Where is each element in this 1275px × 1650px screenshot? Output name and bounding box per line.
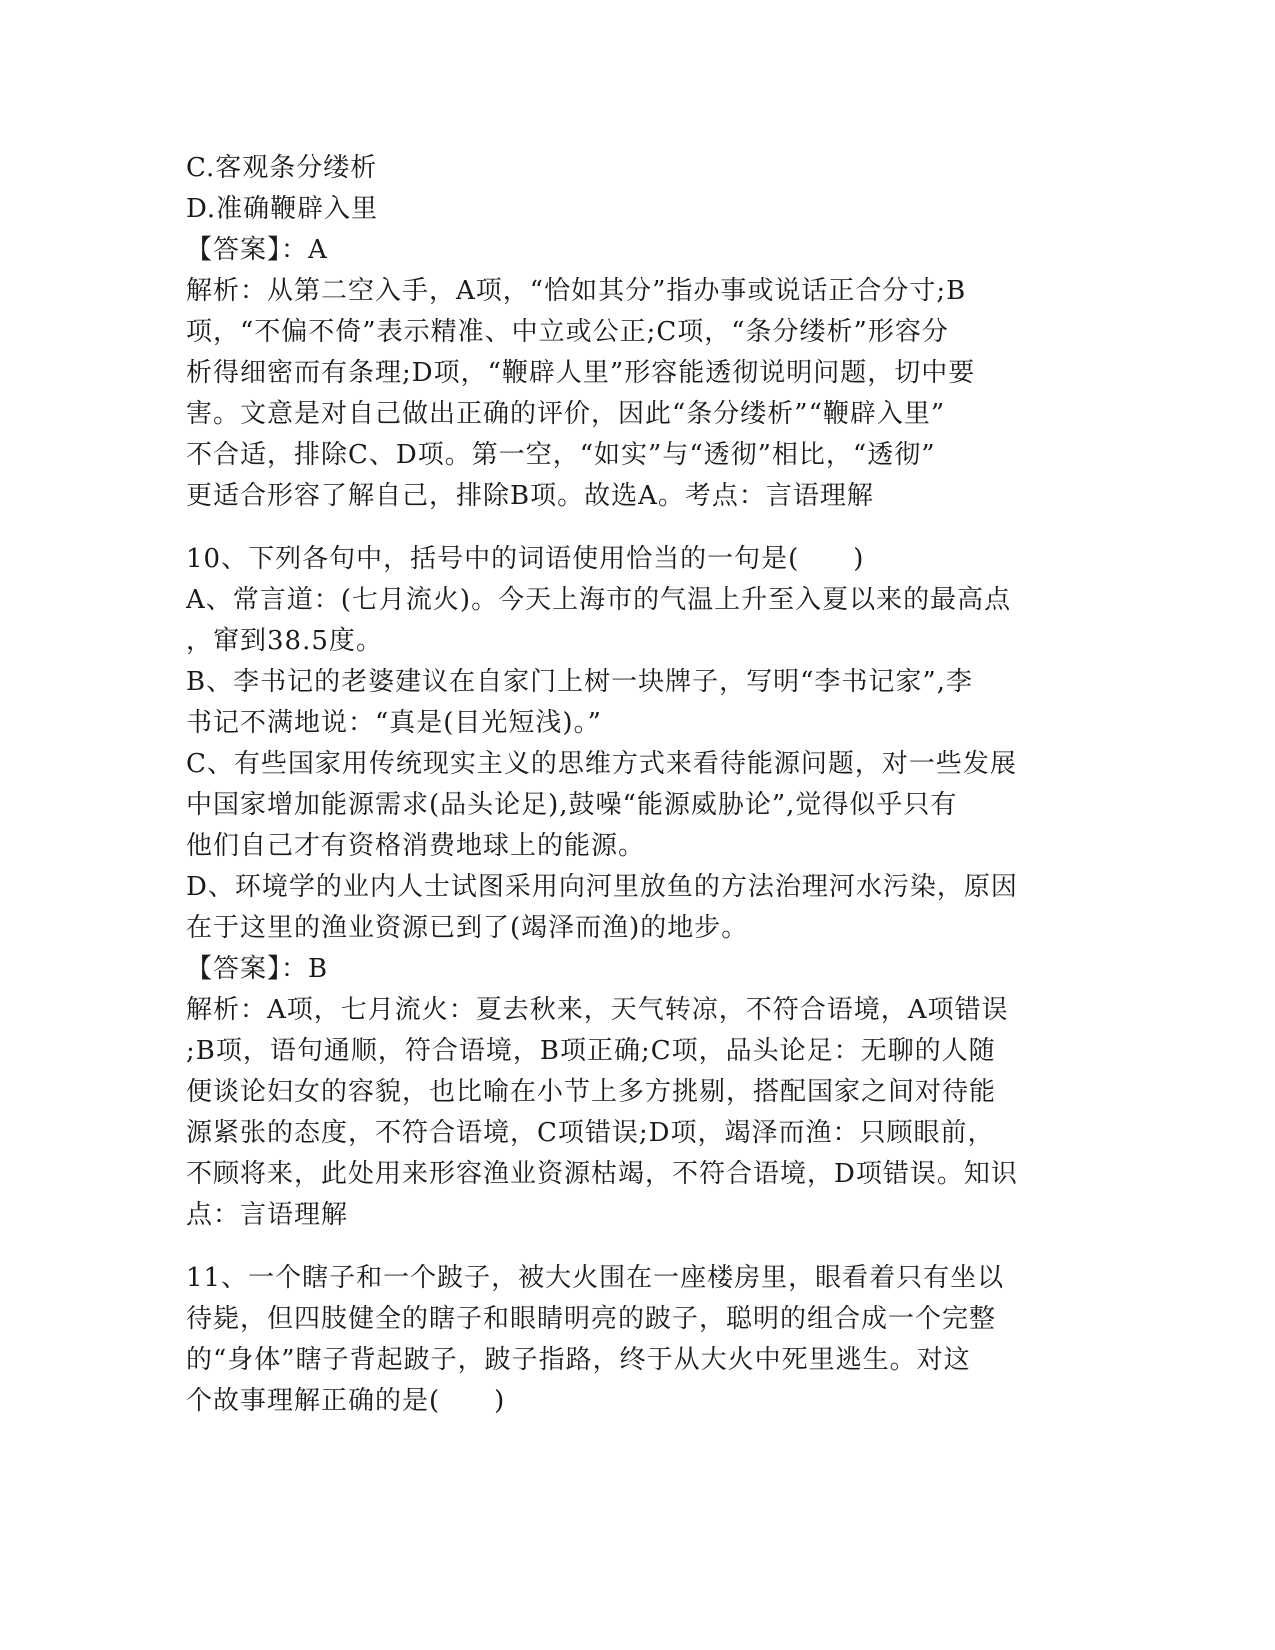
answer-line: 【答案】：B xyxy=(186,954,329,984)
analysis-line: 不合适，排除C、D项。第一空，“如实”与“透彻”相比，“透彻” xyxy=(186,440,936,470)
analysis-line: 项，“不偏不倚”表示精准、中立或公正;C项，“条分缕析”形容分 xyxy=(186,317,949,347)
analysis-line: 源紧张的态度，不符合语境，C项错误;D项，竭泽而渔：只顾眼前， xyxy=(186,1118,995,1148)
analysis-line: 析得细密而有条理;D项，“鞭辟人里”形容能透彻说明问题，切中要 xyxy=(186,358,976,388)
option-line: 中国家增加能源需求(品头论足),鼓噪“能源威胁论”,觉得似乎只有 xyxy=(186,790,958,820)
question-stem-line: 个故事理解正确的是( ) xyxy=(186,1386,506,1416)
option-c xyxy=(186,744,1086,867)
option-line: A、常言道：(七月流火)。今天上海市的气温上升至入夏以来的最高点 xyxy=(186,585,1012,615)
question-stem-line: 的“身体”瞎子背起跛子，跛子指路，终于从大火中死里逃生。对这 xyxy=(186,1345,971,1375)
option-line: D、环境学的业内人士试图采用向河里放鱼的方法治理河水污染，原因 xyxy=(186,872,1018,902)
analysis-line: 解析：从第二空入手，A项，“恰如其分”指办事或说话正合分寸;B xyxy=(186,276,967,306)
option-line: ，窜到38.5度。 xyxy=(186,626,383,656)
option-line: 在于这里的渔业资源已到了(竭泽而渔)的地步。 xyxy=(186,913,749,943)
question-stem-line: 待毙，但四肢健全的瞎子和眼睛明亮的跛子，聪明的组合成一个完整 xyxy=(186,1304,997,1334)
option-d: D.准确鞭辟入里 xyxy=(186,194,379,224)
question-stem: 10、下列各句中，括号中的词语使用恰当的一句是( ) xyxy=(186,544,865,574)
analysis-line: 更适合形容了解自己，排除B项。故选A。考点：言语理解 xyxy=(186,481,874,511)
option-line: 书记不满地说：“真是(目光短浅)。” xyxy=(186,708,602,738)
analysis-line: ;B项，语句通顺，符合语境，B项正确;C项，品头论足：无聊的人随 xyxy=(186,1036,996,1066)
option-line: C、有些国家用传统现实主义的思维方式来看待能源问题，对一些发展 xyxy=(186,749,1017,779)
analysis-line: 便谈论妇女的容貌，也比喻在小节上多方挑剔，搭配国家之间对待能 xyxy=(186,1077,997,1107)
option-d xyxy=(186,867,1086,949)
option-line: 他们自己才有资格消费地球上的能源。 xyxy=(186,831,646,861)
paragraph-gap xyxy=(186,517,1086,539)
question-10 xyxy=(186,539,1086,1236)
analysis-line: 解析：A项，七月流火：夏去秋来，天气转凉，不符合语境，A项错误 xyxy=(186,995,1009,1025)
analysis-paragraph xyxy=(186,990,1086,1236)
answer-line: 【答案】：A xyxy=(186,235,328,265)
analysis-paragraph xyxy=(186,271,1086,517)
analysis-line: 害。文意是对自己做出正确的评价，因此“条分缕析”“鞭辟入里” xyxy=(186,399,946,429)
question-stem-line: 11、一个瞎子和一个跛子，被大火围在一座楼房里，眼看着只有坐以 xyxy=(186,1263,1005,1293)
option-c: C.客观条分缕析 xyxy=(186,153,378,183)
option-line: B、李书记的老婆建议在自家门上树一块牌子，写明“李书记家”,李 xyxy=(186,667,973,697)
page-content xyxy=(186,148,1086,1422)
question-11 xyxy=(186,1258,1086,1422)
analysis-line: 点：言语理解 xyxy=(186,1200,349,1230)
option-b xyxy=(186,662,1086,744)
option-a xyxy=(186,580,1086,662)
paragraph-gap xyxy=(186,1236,1086,1258)
question-9-tail xyxy=(186,148,1086,517)
analysis-line: 不顾将来，此处用来形容渔业资源枯竭，不符合语境，D项错误。知识 xyxy=(186,1159,1018,1189)
